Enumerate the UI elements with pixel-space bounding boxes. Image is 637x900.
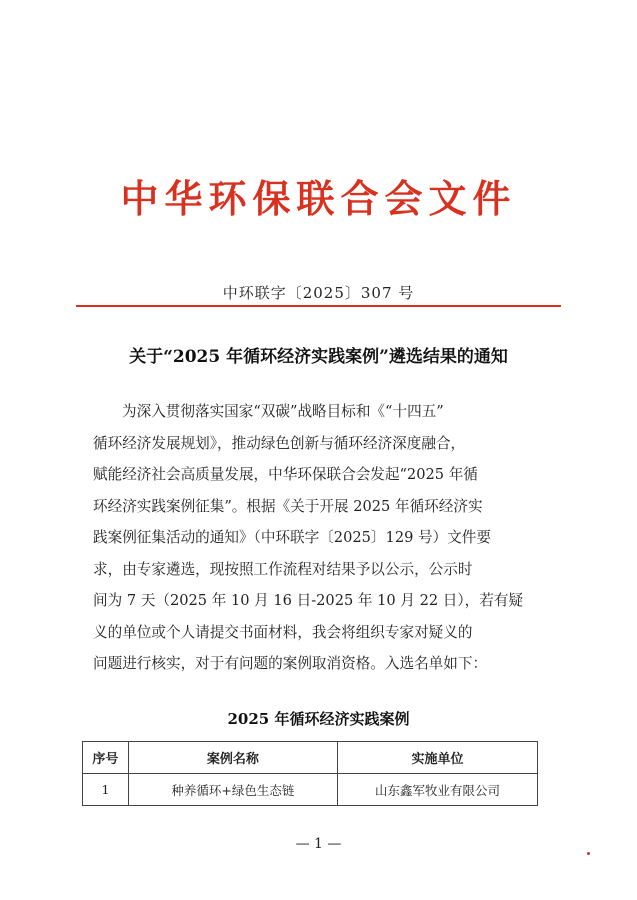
body-line: 为深入贯彻落实国家“双碳”战略目标和《“十四五” xyxy=(122,403,444,420)
masthead-title: 中华环保联合会文件 xyxy=(120,177,517,221)
cell-serial: 1 xyxy=(83,774,129,806)
cell-case-name: 种养循环+绿色生态链 xyxy=(128,774,337,806)
table-header-row xyxy=(83,742,538,774)
cell-implementer: 山东鑫军牧业有限公司 xyxy=(337,774,537,806)
scan-speck xyxy=(587,852,590,855)
notice-title: 关于“2025 年循环经济实践案例”遴选结果的通知 xyxy=(129,347,508,367)
body-line: 间为 7 天（2025 年 10 月 16 日-2025 年 10 月 22 日），若有疑 xyxy=(93,592,524,609)
body-line: 环经济实践案例征集”。根据《关于开展 2025 年循环经济实 xyxy=(93,497,483,515)
body-line: 义的单位或个人请提交书面材料，我会将组织专家对疑义的 xyxy=(93,623,473,641)
document-number: 中环联字〔2025〕307 号 xyxy=(222,284,415,302)
body-line: 求，由专家遴选，现按照工作流程对结果予以公示，公示时 xyxy=(93,560,473,578)
body-line: 赋能经济社会高质量发展，中华环保联合会发起“2025 年循 xyxy=(93,466,478,483)
header-case-name: 案例名称 xyxy=(128,742,337,774)
cases-table xyxy=(82,741,538,806)
header-serial: 序号 xyxy=(83,742,129,774)
notice-body xyxy=(93,396,548,680)
header-implementer: 实施单位 xyxy=(337,742,537,774)
body-line: 循环经济发展规划》，推动绿色创新与循环经济深度融合， xyxy=(93,434,466,452)
body-line: 问题进行核实，对于有问题的案例取消资格。入选名单如下： xyxy=(93,655,488,672)
table-row xyxy=(83,774,538,806)
body-line: 践案例征集活动的通知》（中环联字〔2025〕129 号）文件要 xyxy=(93,529,491,546)
red-divider-line xyxy=(76,305,561,307)
page-number: — 1 — xyxy=(295,836,342,852)
table-title: 2025 年循环经济实践案例 xyxy=(227,710,410,728)
